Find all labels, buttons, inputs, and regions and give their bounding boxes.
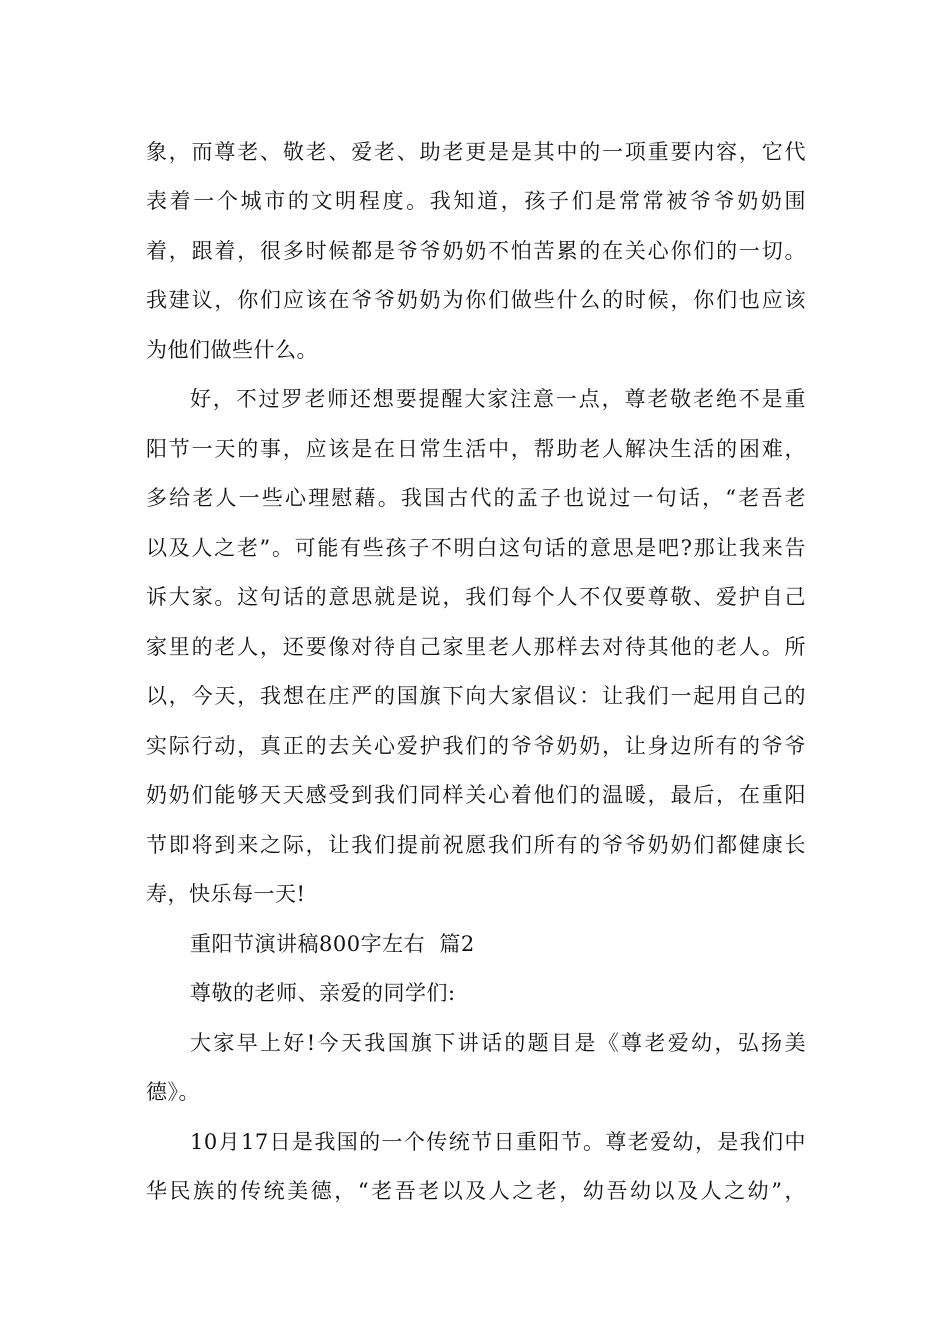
- text-line: 以及人之老”。可能有些孩子不明白这句话的意思是吧?那让我来告: [146, 536, 806, 560]
- text-line: 德》。: [146, 1080, 200, 1104]
- salutation: 尊敬的老师、亲爱的同学们:: [190, 981, 456, 1005]
- text-line: 为他们做些什么。: [146, 338, 318, 362]
- text-line: 以，今天，我想在庄严的国旗下向大家倡议：让我们一起用自己的: [146, 684, 806, 708]
- text-line: 华民族的传统美德，“老吾老以及人之老，幼吾幼以及人之幼”，: [146, 1179, 806, 1203]
- text-line: 我建议，你们应该在爷爷奶奶为你们做些什么的时候，你们也应该: [146, 288, 806, 312]
- text-line: 实际行动，真正的去关心爱护我们的爷爷奶奶，让身边所有的爷爷: [146, 734, 806, 758]
- text-line: 诉大家。这句话的意思就是说，我们每个人不仅要尊敬、爱护自己: [146, 585, 806, 609]
- paragraph-first-line: 10月17日是我国的一个传统节日重阳节。尊老爱幼，是我们中: [190, 1130, 806, 1154]
- paragraph-first-line: 大家早上好!今天我国旗下讲话的题目是《尊老爱幼，弘扬美: [190, 1031, 806, 1055]
- paragraph-first-line: 好，不过罗老师还想要提醒大家注意一点，尊老敬老绝不是重: [190, 387, 806, 411]
- text-line: 象，而尊老、敬老、爱老、助老更是是其中的一项重要内容，它代: [146, 140, 806, 164]
- text-line: 节即将到来之际，让我们提前祝愿我们所有的爷爷奶奶们都健康长: [146, 833, 806, 857]
- section-heading: 重阳节演讲稿800字左右 篇2: [190, 932, 475, 956]
- text-line: 家里的老人，还要像对待自己家里老人那样去对待其他的老人。所: [146, 635, 806, 659]
- text-line: 阳节一天的事，应该是在日常生活中，帮助老人解决生活的困难，: [146, 437, 806, 461]
- text-line: 奶奶们能够天天感受到我们同样关心着他们的温暖，最后，在重阳: [146, 783, 806, 807]
- text-line: 多给老人一些心理慰藉。我国古代的孟子也说过一句话，“老吾老: [146, 486, 806, 510]
- text-line: 表着一个城市的文明程度。我知道，孩子们是常常被爷爷奶奶围: [146, 189, 806, 213]
- text-line: 着，跟着，很多时候都是爷爷奶奶不怕苦累的在关心你们的一切。: [146, 239, 806, 263]
- text-line: 寿，快乐每一天!: [146, 882, 306, 906]
